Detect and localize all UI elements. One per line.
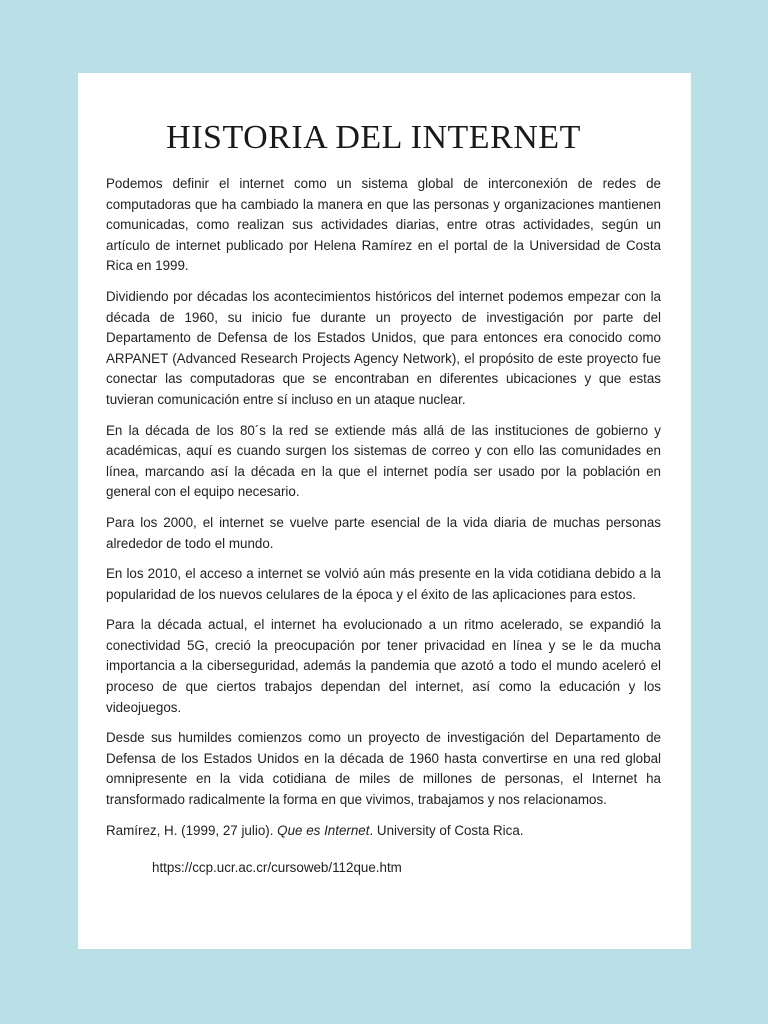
reference-citation bbox=[106, 821, 661, 842]
paragraph-2010s: En los 2010, el acceso a internet se volvió aún más presente en la vida cotidiana debido a la popularidad de los nuevos celulares de la época y el éxito de las aplicaciones para estos. bbox=[106, 566, 661, 602]
reference-title: Que es Internet bbox=[277, 822, 370, 838]
reference-suffix: . University of Costa Rica. bbox=[369, 822, 524, 838]
paragraph-current-decade: Para la década actual, el internet ha evolucionado a un ritmo acelerado, se expandió la conectividad 5G, creció la preocupación por tener privacidad en línea y se le da mucha importancia a la ciberseguridad, además la pandemia que azotó a todo el mundo aceleró el proceso de que ciertos trabajos dependan del internet, así como la educación y los videojuegos. bbox=[106, 617, 661, 715]
document-body bbox=[106, 174, 661, 879]
reference-url[interactable]: https://ccp.ucr.ac.cr/cursoweb/112que.htm bbox=[152, 860, 402, 876]
paragraph-2000s: Para los 2000, el internet se vuelve parte esencial de la vida diaria de muchas personas alrededor de todo el mundo. bbox=[106, 514, 661, 551]
paragraph-intro: Podemos definir el internet como un sistema global de interconexión de redes de computadoras que ha cambiado la manera en que las personas y organizaciones mantienen comunicadas, como realizan sus actividades diarias, entre otras actividades, según un artículo de internet publicado por Helena Ramírez en el portal de la Universidad de Costa Rica en 1999. bbox=[106, 176, 661, 274]
reference-prefix: Ramírez, H. (1999, 27 julio). bbox=[106, 822, 278, 838]
document-title: HISTORIA DEL INTERNET bbox=[166, 119, 581, 156]
paragraph-conclusion: Desde sus humildes comienzos como un proyecto de investigación del Departamento de Defensa de los Estados Unidos en la década de 1960 hasta convertirse en una red global omnipresente en la vida cotidiana de miles de millones de personas, el Internet ha transformado radicalmente la forma en que vivimos, trabajamos y nos relacionamos. bbox=[106, 730, 661, 808]
paragraph-1980s: En la década de los 80´s la red se extiende más allá de las instituciones de gobierno y académicas, aquí es cuando surgen los sistemas de correo y con ello las comunidades en línea, marcando así la década en la que el internet podía ser usado por la población en general con el equipo necesario. bbox=[106, 422, 661, 500]
paragraph-1960s: Dividiendo por décadas los acontecimientos históricos del internet podemos empezar con la década de 1960, su inicio fue durante un proyecto de investigación por parte del Departamento de Defensa de los Estados Unidos, que para entonces era conocido como ARPANET (Advanced Research Projects Agency Network), el propósito de este proyecto fue conectar las computadoras que se encontraban en diferentes ubicaciones y que estas tuvieran comunicación entre sí incluso en un ataque nuclear. bbox=[106, 288, 661, 407]
document-page bbox=[78, 73, 691, 949]
